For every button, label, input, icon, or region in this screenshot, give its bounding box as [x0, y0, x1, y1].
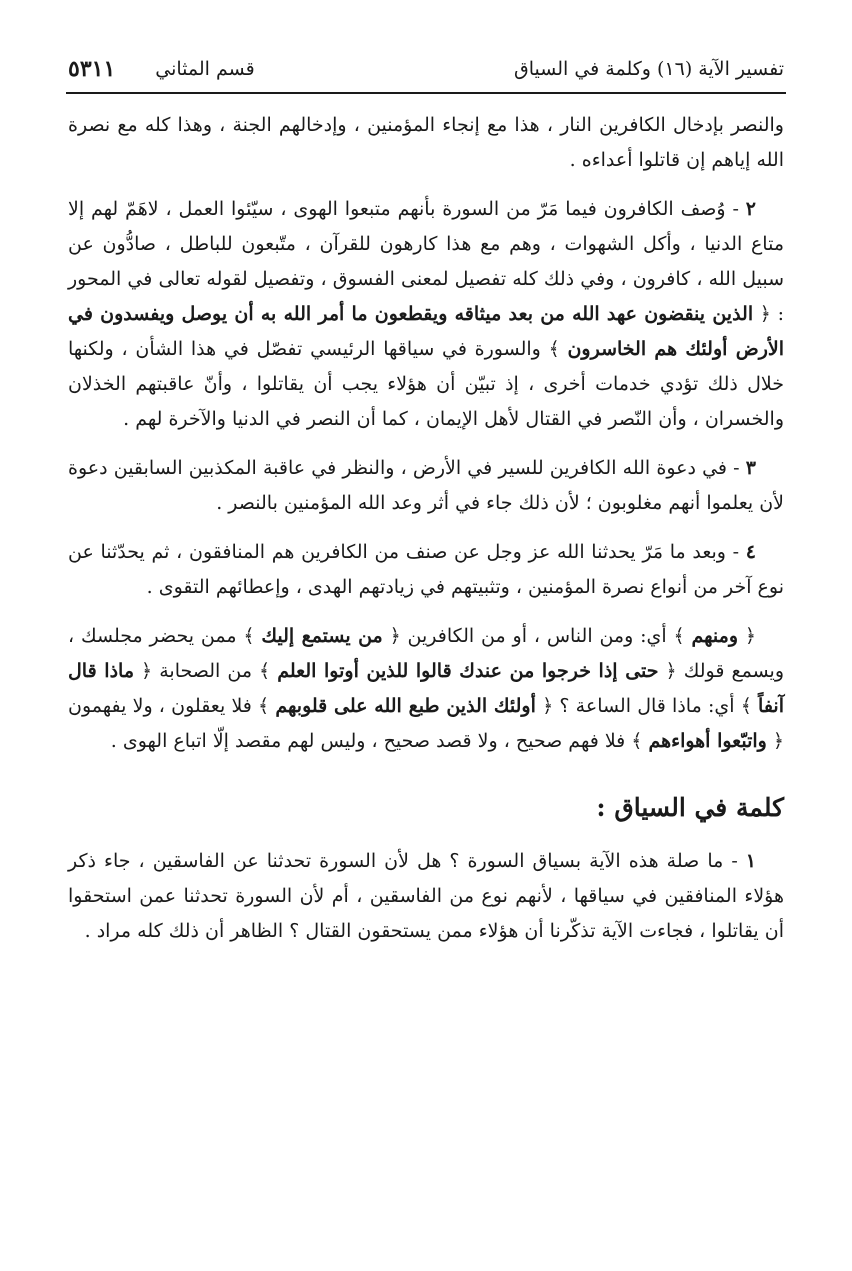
paragraph — [68, 535, 784, 605]
section-title: كلمة في السياق : — [596, 793, 784, 822]
paragraph — [68, 192, 784, 437]
bold-text-segment: ٣ — [745, 457, 756, 479]
bold-text-segment: ٤ — [745, 541, 756, 563]
bold-text-segment: واتبّعوا أهواءهم — [648, 730, 767, 752]
text-segment: - في دعوة الله الكافرين للسير في الأرض ، والنظر في عاقبة المكذبين السابقين دعوة لأن يعلموا أنهم مغلوبون ؛ لأن ذلك جاء في أثر وعد الله المؤمنين بالنصر . — [68, 457, 784, 514]
text-segment: ﴾ فلا فهم صحيح ، ولا قصد صحيح ، وليس لهم مقصد إلّا اتباع الهوى . — [110, 730, 649, 752]
text-segment: والنصر بإدخال الكافرين النار ، هذا مع إنجاء المؤمنين ، وإدخالهم الجنة ، وهذا كله مع نصرة الله إياهم إن قاتلوا أعداءه . — [68, 114, 784, 171]
text-segment: ﴿ — [738, 625, 756, 647]
text-segment: ﴾ من الصحابة ﴿ — [134, 660, 278, 682]
bold-text-segment: من يستمع إليك — [261, 625, 383, 647]
section-name: قسم المثاني — [155, 58, 255, 80]
paragraph — [68, 619, 784, 759]
bold-text-segment: ماذا قال آنفاً — [68, 660, 784, 717]
text-segment: ﴾ أي: ماذا قال الساعة ؟ ﴿ — [535, 695, 759, 717]
header-rule — [66, 92, 786, 94]
page-header — [68, 50, 784, 88]
section-paragraphs — [68, 844, 784, 949]
text-segment: ﴾ أي: ومن الناس ، أو من الكافرين ﴿ — [382, 625, 692, 647]
bold-text-segment: ٢ — [745, 198, 756, 220]
bold-text-segment: أولئك الذين طبع الله على قلوبهم — [275, 695, 536, 717]
header-left-group — [68, 56, 255, 82]
running-title: تفسير الآية (١٦) وكلمة في السياق — [514, 58, 784, 80]
paragraph — [68, 451, 784, 521]
bold-text-segment: ومنهم — [691, 625, 738, 647]
bold-text-segment: الذين ينقضون عهد الله من بعد ميثاقه ويقطعون ما أمر الله به أن يوصل ويفسدون في الأرض أولئك هم الخاسرون — [68, 303, 784, 360]
text-segment: - ما صلة هذه الآية بسياق السورة ؟ هل لأن السورة تحدثنا عن الفاسقين ، جاء ذكر هؤلاء المنافقين في سياقها ، لأنهم نوع من الفاسقين ، أم لأن السورة تحدثنا عمن استحقوا أن يقاتلوا ، فجاءت الآية تذكّرنا أن هؤلاء ممن يستحقون القتال ؟ الظاهر أن ذلك كله مراد . — [68, 850, 784, 942]
paragraph — [68, 108, 784, 178]
bold-text-segment: حتى إذا خرجوا من عندك قالوا للذين أوتوا العلم — [277, 660, 659, 682]
bold-text-segment: ١ — [745, 850, 756, 872]
text-segment: ﴾ ممن يحضر مجلسك ، ويسمع قولك ﴿ — [68, 625, 784, 682]
body-paragraphs — [68, 108, 784, 759]
text-segment: - وُصف الكافرون فيما مَرّ من السورة بأنهم متبعوا الهوى ، سيّئوا العمل ، لاهَمّ لهم إلا متاع الدنيا ، وأكل الشهوات ، وهم مع هذا كارهون للقرآن ، متّبعون للباطل ، صادُّون عن سبيل الله ، كافرون ، وفي ذلك كله تفصيل لمعنى الفسوق ، وتفصيل لقوله تعالى في المحور : ﴿ — [68, 198, 784, 325]
text-segment: - وبعد ما مَرّ يحدثنا الله عز وجل عن صنف من الكافرين هم المنافقون ، ثم يحدّثنا عن نوع آخر من أنواع نصرة المؤمنين ، وتثبيتهم في زيادتهم الهدى ، وإعطائهم التقوى . — [68, 541, 784, 598]
text-segment: ﴾ والسورة في سياقها الرئيسي تفصّل في هذا الشأن ، ولكنها خلال ذلك تؤدي خدمات أخرى ، إذ تبيّن أن هؤلاء يجب أن يقاتلوا ، وأنّ عاقبتهم الخذلان والخسران ، وأن النّصر في القتال لأهل الإيمان ، كما أن النصر في الدنيا والآخرة لهم . — [68, 338, 784, 430]
text-segment: ﴾ فلا يعقلون ، ولا يفهمون ﴿ — [68, 695, 784, 752]
page-content — [68, 108, 784, 963]
paragraph — [68, 844, 784, 949]
page-number: ٥٣١١ — [68, 56, 116, 82]
